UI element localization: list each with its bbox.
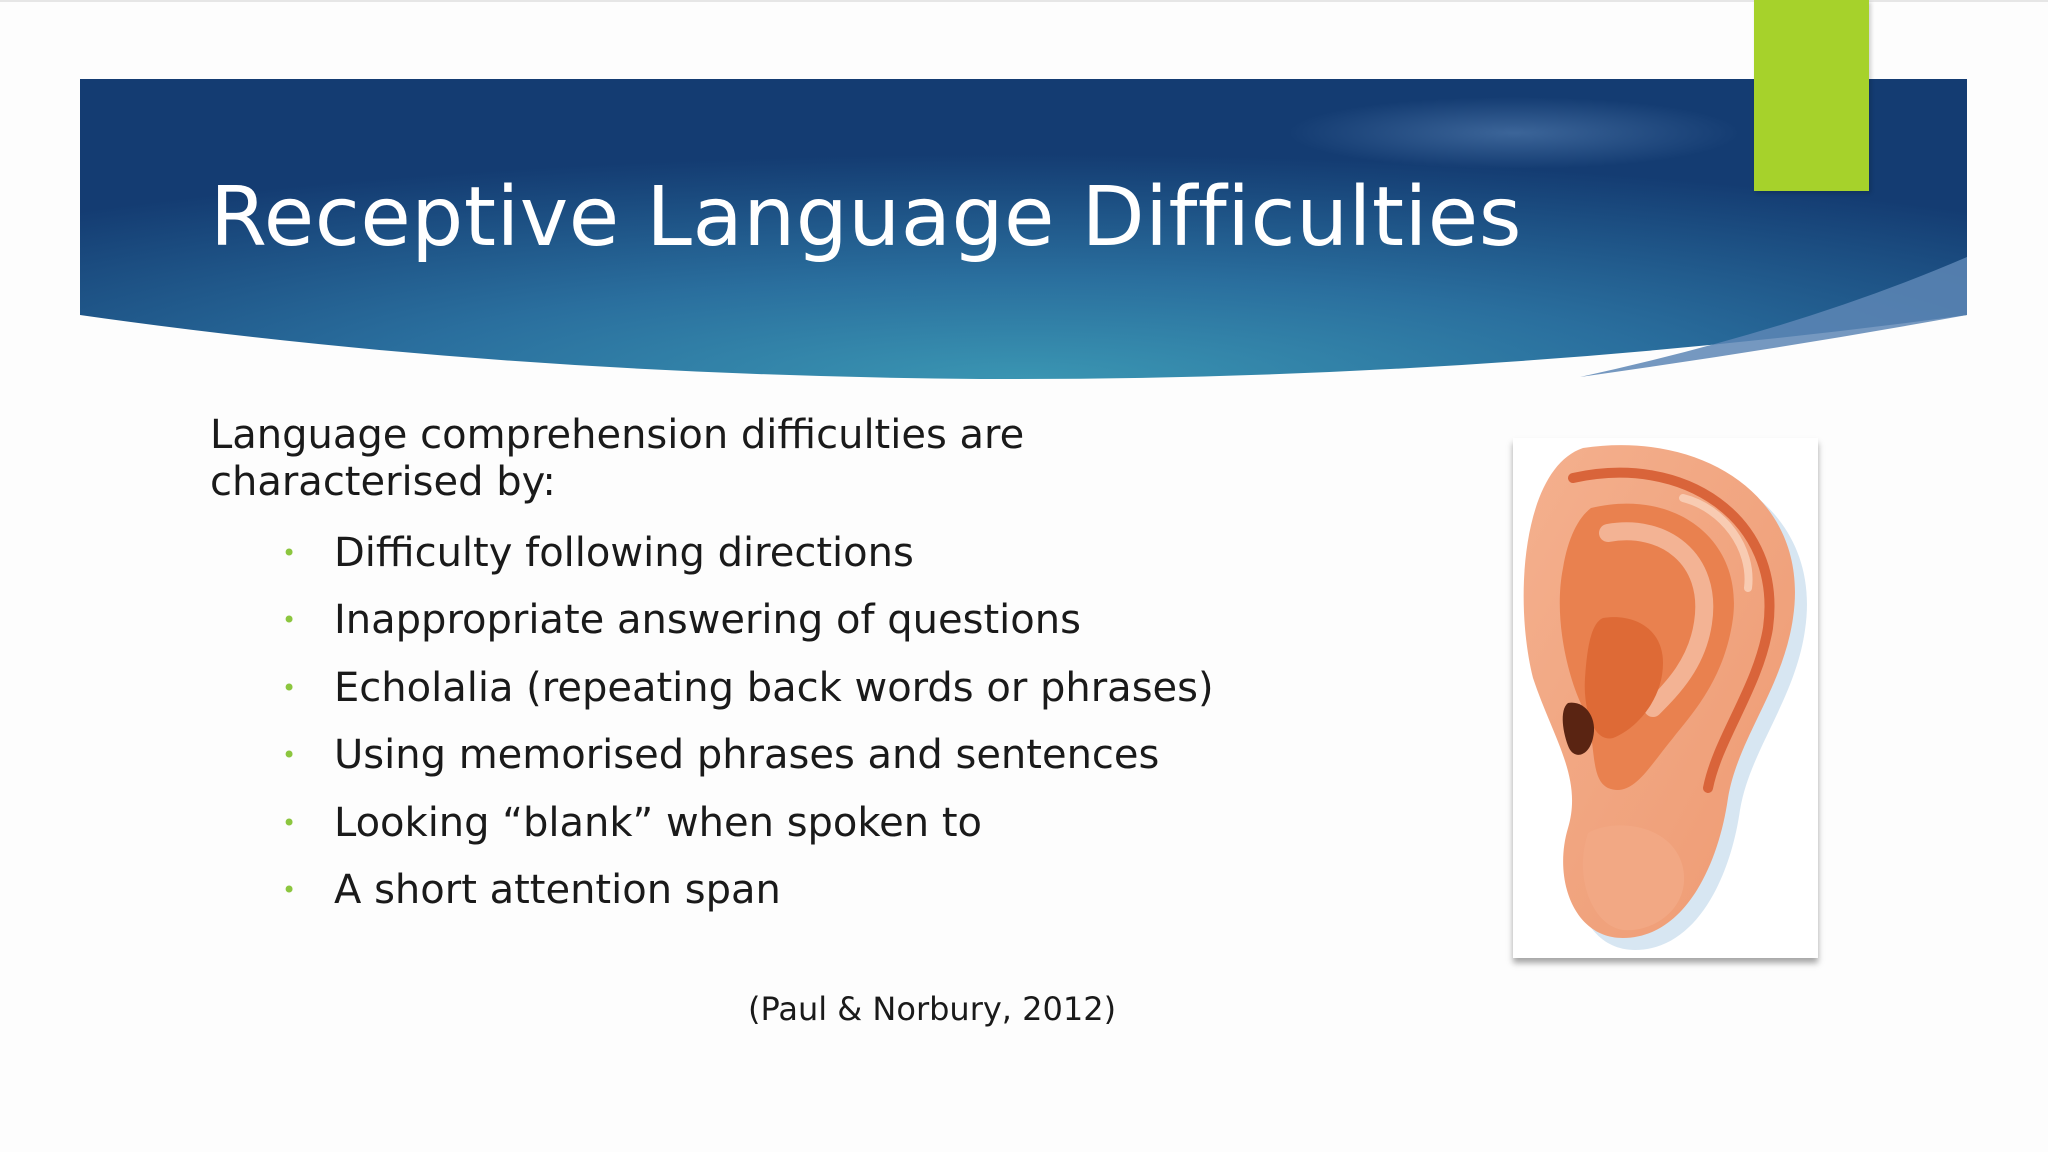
bullet-icon: •	[282, 875, 297, 904]
bullet-icon: •	[282, 673, 297, 702]
ear-image	[1513, 438, 1818, 958]
citation: (Paul & Norbury, 2012)	[748, 990, 1117, 1028]
bullet-text: A short attention span	[334, 866, 781, 913]
bullet-text: Using memorised phrases and sentences	[334, 732, 1160, 779]
slide-title: Receptive Language Difficulties	[210, 170, 1522, 265]
intro-text: Language comprehension difficulties are characterised by:	[210, 412, 1025, 505]
bullet-text: Echolalia (repeating back words or phrases)	[334, 664, 1214, 711]
ear-icon	[1513, 438, 1818, 958]
bullet-icon: •	[282, 539, 297, 567]
bullet-text: Looking “blank” when spoken to	[334, 799, 982, 846]
bullet-text: Difficulty following directions	[334, 530, 914, 576]
bullet-icon: •	[282, 808, 297, 837]
top-divider	[0, 0, 2048, 2]
bullet-icon: •	[282, 606, 297, 635]
accent-tab	[1754, 0, 1869, 191]
bullet-icon: •	[282, 741, 297, 770]
bullet-text: Inappropriate answering of questions	[334, 597, 1081, 644]
